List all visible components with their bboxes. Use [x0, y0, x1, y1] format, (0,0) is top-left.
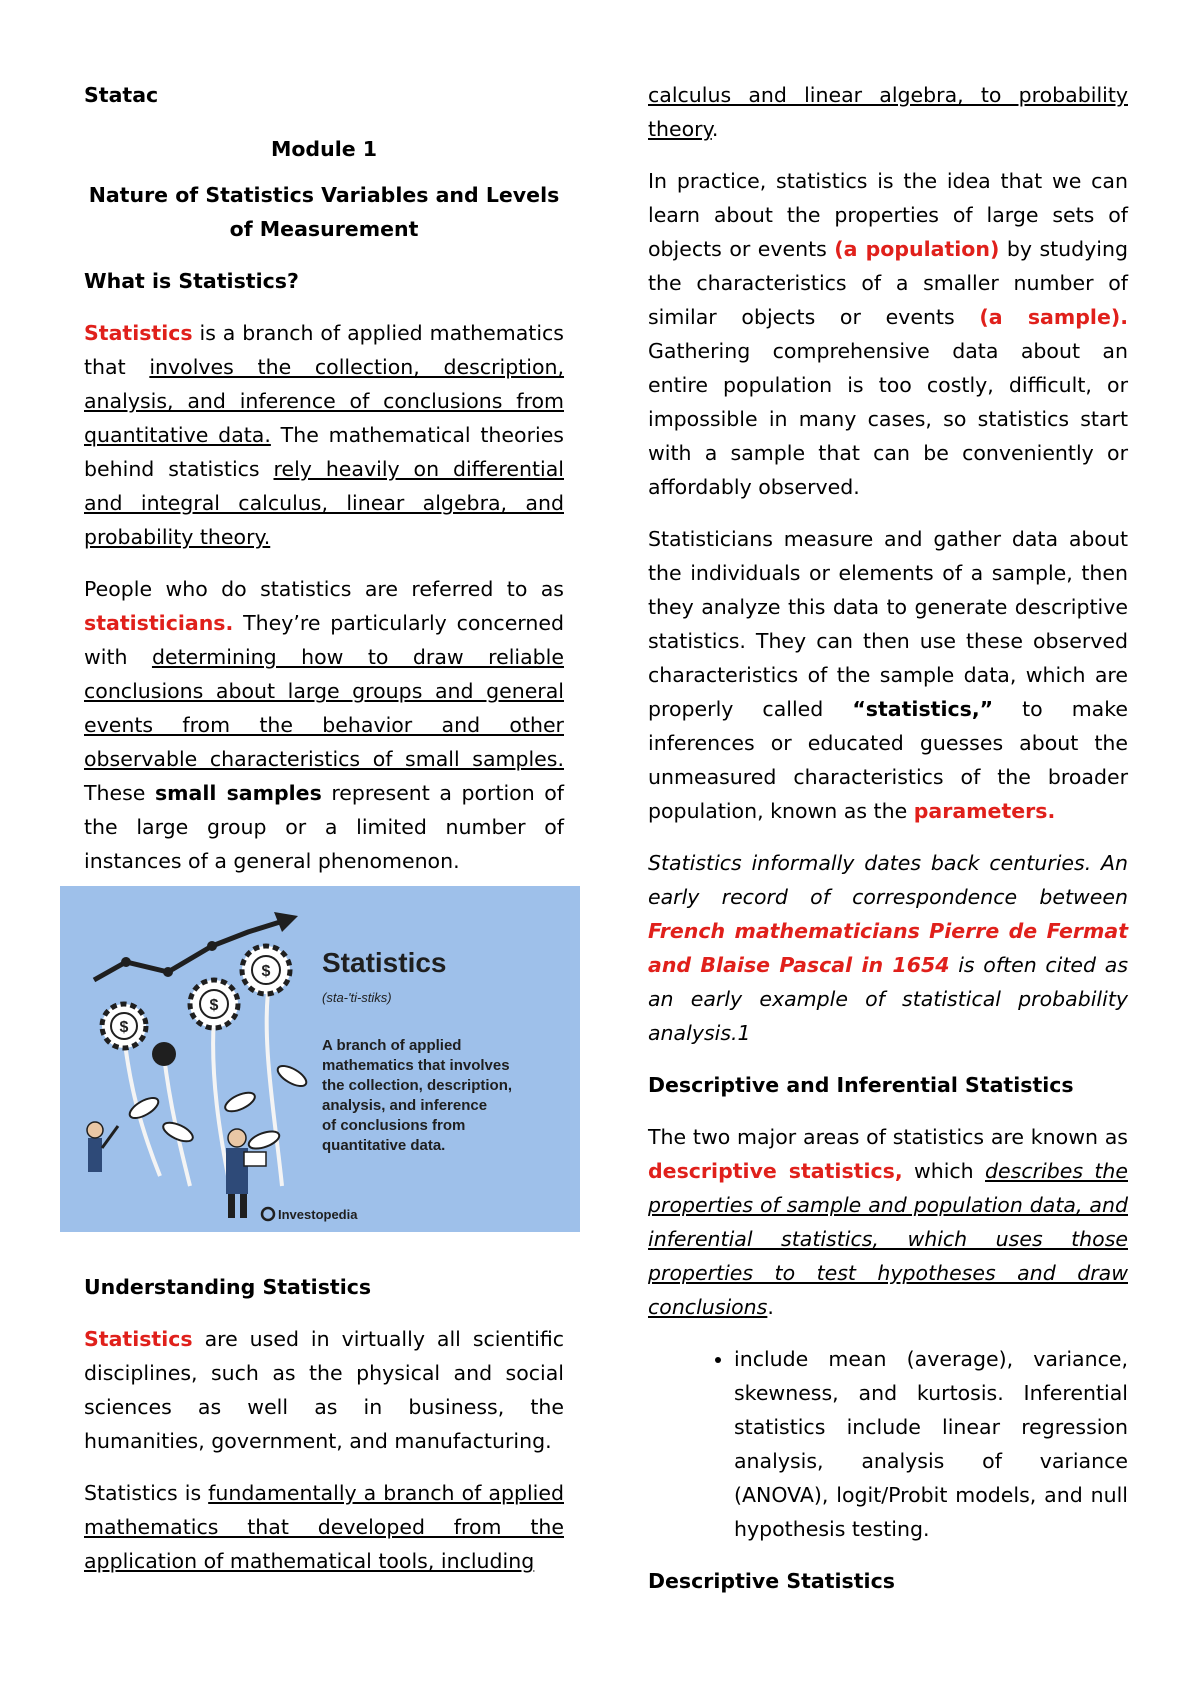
brand-name: Investopedia	[278, 1207, 358, 1222]
module-label: Module 1	[270, 137, 378, 161]
term-sample: (a sample).	[979, 305, 1129, 329]
paragraph-population-sample: In practice, statistics is the idea that we can learn about the properties of large sets of objects or events (a population) by studying the characteristics of a smaller number of similar objects or events (a sample). Gathering comprehensive data about an entire population is too costly, difficult, or impossible in many cases, so statistics start with a sample that can be conveniently or affordably observed.	[648, 169, 1129, 499]
term-statisticians: statisticians.	[84, 611, 234, 635]
infographic-definition-line: of conclusions from	[322, 1117, 466, 1134]
left-column	[84, 78, 564, 1596]
svg-text:$: $	[209, 997, 219, 1014]
paragraph-two-areas: The two major areas of statistics are known as descriptive statistics, which describes the properties of sample and population data, and inferential statistics, which uses those properties to test hypotheses and draw conclusions.	[648, 1125, 1128, 1319]
svg-text:$: $	[261, 963, 271, 980]
investopedia-logo	[262, 1207, 358, 1222]
infographic-definition-line: A branch of applied	[322, 1037, 462, 1054]
paragraph-uses: Statistics are used in virtually all scientific disciplines, such as the physical and social sciences as well as in business, the humanities, government, and manufacturing.	[84, 1327, 564, 1453]
term-fermat-pascal: French mathematicians Pierre de Fermat and Blaise Pascal in 1654	[648, 919, 1128, 977]
descriptive-statistics-heading: Descriptive Statistics	[648, 1569, 895, 1593]
svg-text:$: $	[119, 1019, 129, 1036]
statistics-infographic	[60, 886, 580, 1232]
right-column	[648, 78, 1128, 1616]
infographic-definition-line: analysis, and inference	[322, 1097, 488, 1114]
infographic-definition-line: quantitative data.	[322, 1137, 446, 1154]
paragraph-statisticians-measure: Statisticians measure and gather data about the individuals or elements of a sample, then they analyze this data to generate descriptive statistics. They can then use these observed characteristics of the sample data, which are properly called “statistics,” to make inferences or educated guesses about the unmeasured characteristics of the broader population, known as the parameters.	[648, 527, 1128, 823]
understanding-statistics-heading: Understanding Statistics	[84, 1275, 372, 1299]
paragraph-fundamentals: Statistics is fundamentally a branch of applied mathematics that developed from the application of mathematical tools, including	[84, 1481, 564, 1573]
course-name: Statac	[84, 83, 159, 107]
page-title: Nature of Statistics Variables and Levels of Measurement	[88, 183, 560, 241]
infographic-illustration	[60, 886, 580, 1232]
bullet-list	[648, 1342, 1128, 1546]
term-descriptive-statistics: descriptive statistics,	[648, 1159, 903, 1183]
term-population: (a population)	[834, 237, 1000, 261]
descriptive-inferential-heading: Descriptive and Inferential Statistics	[648, 1073, 1074, 1097]
paragraph-continuation: calculus and linear algebra, to probability theory.	[648, 83, 1128, 141]
paragraph-statistics-definition: Statistics is a branch of applied mathematics that involves the collection, description, analysis, and inference of conclusions from quantitative data. The mathematical theories behind statistics rely heavily on differential and integral calculus, linear algebra, and probability theory.	[84, 321, 565, 549]
paragraph-history: Statistics informally dates back centuries. An early record of correspondence between French mathematicians Pierre de Fermat and Blaise Pascal in 1654 is often cited as an early example of statistical probability analysis.1	[648, 851, 1128, 1045]
infographic-pronunciation: (sta-'ti-stiks)	[322, 990, 392, 1005]
paragraph-statisticians: People who do statistics are referred to as statisticians. They’re particularly concerned with determining how to draw reliable conclusions about large groups and general events from the behavior and other observable characteristics of small samples. These small samples represent a portion of the large group or a limited number of instances of a general phenomenon.	[84, 577, 565, 873]
infographic-definition-line: mathematics that involves	[322, 1057, 510, 1074]
term-statistics: Statistics	[84, 321, 193, 345]
infographic-heading: Statistics	[322, 947, 447, 978]
term-parameters: parameters.	[913, 799, 1056, 823]
what-is-statistics-heading: What is Statistics?	[84, 269, 299, 293]
infographic-definition	[322, 1037, 512, 1154]
list-item: • include mean (average), variance, skewness, and kurtosis. Inferential statistics include linear regression analysis, analysis of variance (ANOVA), logit/Probit models, and null hypothesis testing.	[734, 1342, 1128, 1546]
infographic-definition-line: the collection, description,	[322, 1077, 513, 1094]
term-statistics-2: Statistics	[84, 1327, 193, 1351]
